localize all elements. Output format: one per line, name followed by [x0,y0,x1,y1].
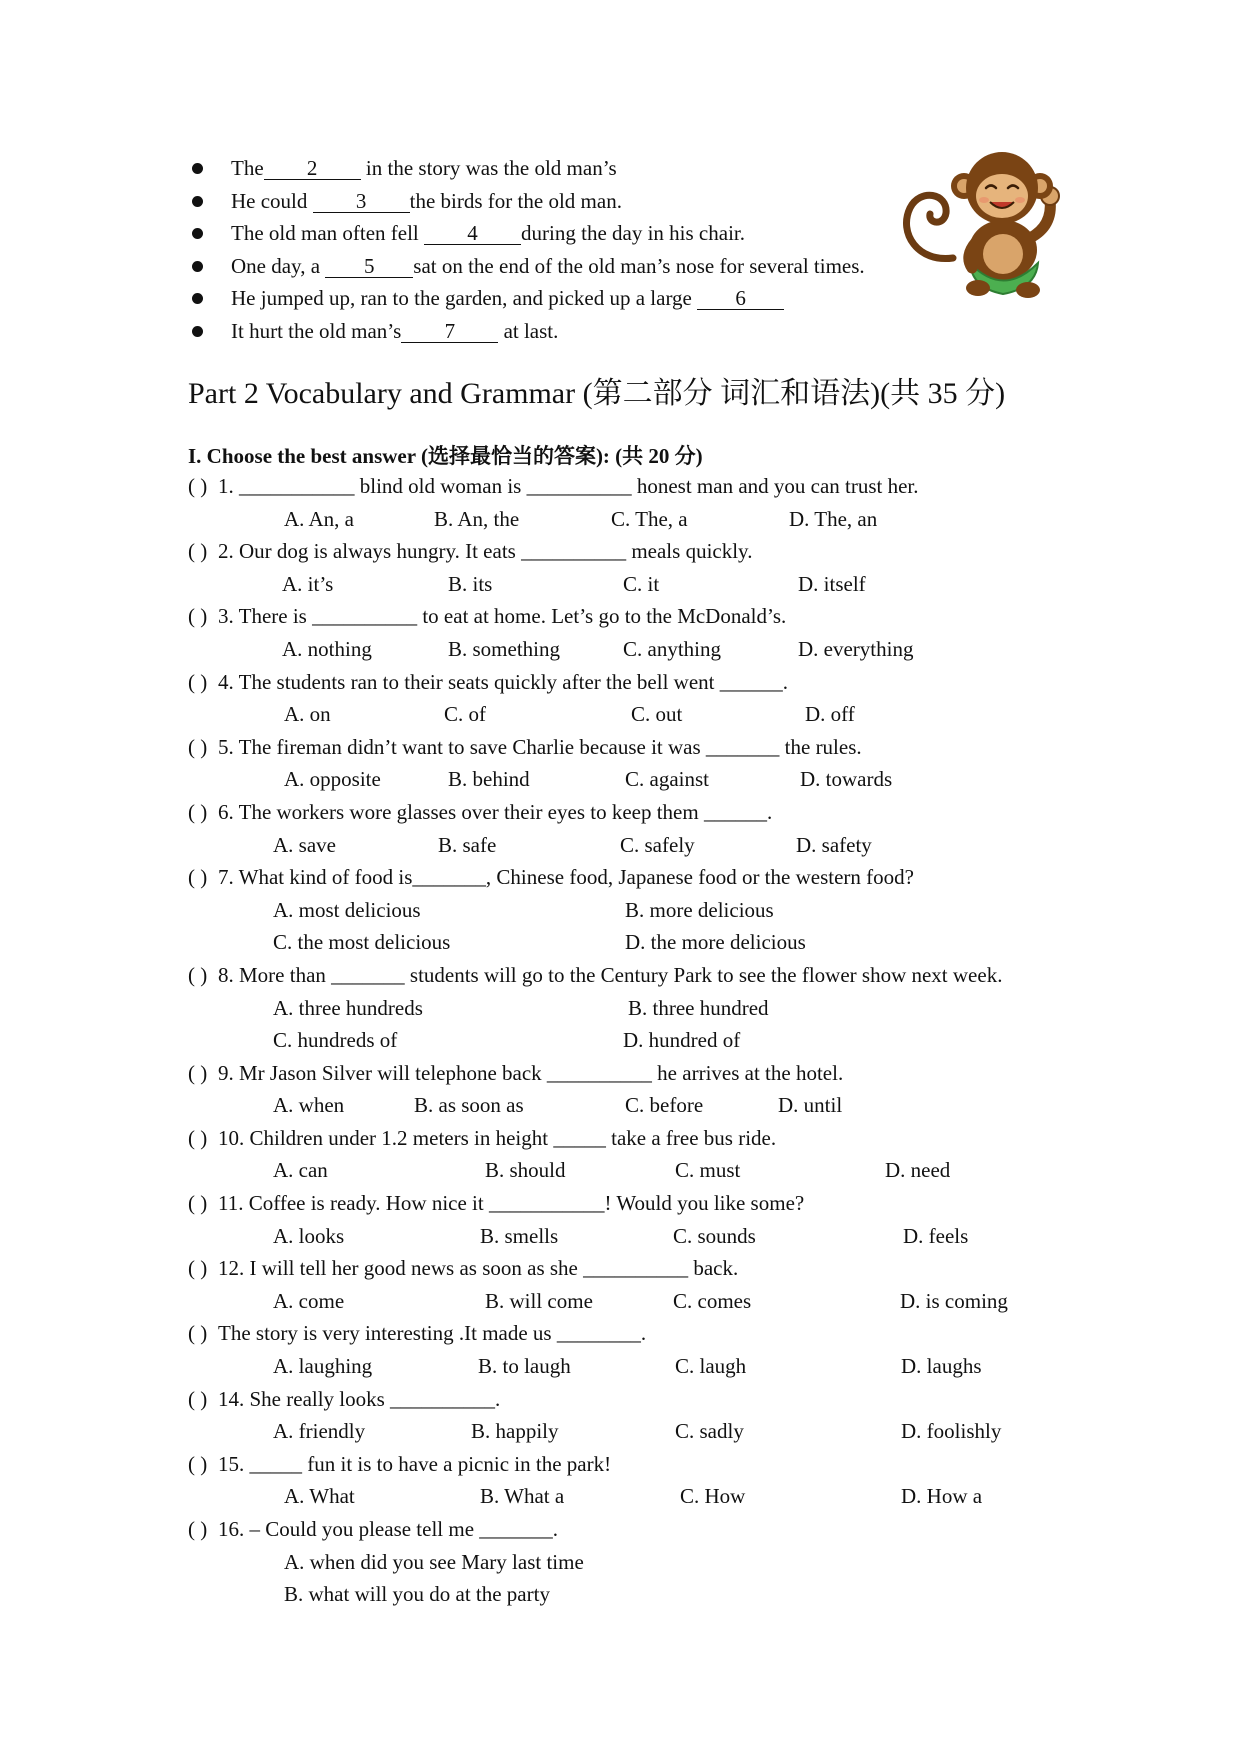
question-item [188,796,1088,829]
question-text: 12. I will tell her good news as soon as she __________ back. [218,1256,739,1281]
bullet-item [188,250,948,283]
option-d: D. hundred of [623,1028,741,1053]
answer-parenthesis: ( ) [188,734,208,759]
bullet-post: in the story was the old man’s [360,156,617,180]
answer-parenthesis: ( ) [188,1451,208,1476]
options-row [188,1350,1088,1383]
question-item [188,600,1088,633]
question-item [188,731,1088,764]
option-d: D. foolishly [901,1419,1002,1444]
question-item [188,1057,1088,1090]
answer-parenthesis: ( ) [188,539,208,564]
answer-parenthesis: ( ) [188,669,208,694]
option-b: B. behind [448,767,530,792]
option-b: B. something [448,636,561,661]
answer-blank: 6 [697,287,784,310]
question-text: 14. She really looks __________. [218,1386,501,1411]
answer-parenthesis: ( ) [188,1125,208,1150]
question-text: 9. Mr Jason Silver will telephone back __________ he arrives at the hotel. [218,1060,844,1085]
option-d: D. laughs [901,1354,982,1379]
option-a: A. opposite [284,767,381,792]
question-list [188,470,1088,1611]
option-a: A. most delicious [273,897,421,922]
option-a: A. when [273,1093,345,1118]
question-item [188,1252,1088,1285]
bullet-dot [192,326,203,337]
answer-blank: 5 [325,255,413,278]
option-d: D. until [778,1093,843,1118]
option-d: D. is coming [900,1288,1008,1313]
option-a: A. save [273,832,336,857]
answer-parenthesis: ( ) [188,962,208,987]
option-b: B. to laugh [478,1354,571,1379]
option-a: A. on [284,702,331,727]
question-item [188,861,1088,894]
options-row [188,1415,1088,1448]
bullet-dot [192,196,203,207]
question-text: 16. – Could you please tell me _______. [218,1517,559,1541]
question-text: 15. _____ fun it is to have a picnic in the park! [218,1451,612,1476]
question-item [188,1187,1088,1220]
option-a: A. laughing [273,1354,373,1379]
question-text: 2. Our dog is always hungry. It eats __________ meals quickly. [218,539,753,564]
bullet-post: sat on the end of the old man’s nose for several times. [413,253,865,278]
answer-parenthesis: ( ) [188,1256,208,1281]
answer-blank: 4 [424,222,521,245]
answer-parenthesis: ( ) [188,1321,208,1346]
bullet-pre: The old man often fell [231,221,425,246]
option-c: C. before [625,1093,704,1118]
option-b: B. smells [480,1223,559,1248]
option-d: D. The, an [789,506,878,531]
question-item [188,1317,1088,1350]
question-text: 6. The workers wore glasses over their eyes to keep them ______. [218,799,773,824]
option-b: B. will come [485,1288,593,1313]
bullet-item [188,282,948,315]
answer-parenthesis: ( ) [188,604,208,629]
question-item [188,1122,1088,1155]
option-a: A. it’s [282,571,334,596]
answer-blank: 2 [264,157,361,180]
option-d: D. feels [903,1223,969,1248]
options-row [188,926,1088,959]
question-text: 1. ___________ blind old woman is __________ honest man and you can trust her. [218,474,919,498]
option-a: A. three hundreds [273,995,423,1020]
options-row [188,633,1088,666]
option-a: A. What [284,1484,355,1509]
option-a: A. looks [273,1223,345,1248]
bullet-pre: One day, a [231,253,326,278]
bullet-pre: He could [231,188,313,213]
bullet-post: at last. [498,318,559,343]
answer-blank: 3 [313,190,410,213]
options-row [188,1154,1088,1187]
option-c: C. The, a [611,506,688,531]
answer-parenthesis: ( ) [188,1517,208,1541]
option-b: B. safe [438,832,497,857]
options-row [188,698,1088,731]
question-text: The story is very interesting .It made us ________. [218,1321,647,1346]
bullet-pre: It hurt the old man’s [231,318,402,343]
options-row [188,829,1088,862]
question-text: 5. The fireman didn’t want to save Charlie because it was _______ the rules. [218,734,862,759]
answer-parenthesis: ( ) [188,1386,208,1411]
options-row [188,992,1088,1025]
option-d: D. How a [901,1484,983,1509]
option-b: B. happily [471,1419,559,1444]
options-row [188,1024,1088,1057]
options-row [188,568,1088,601]
question-text: 11. Coffee is ready. How nice it ___________! Would you like some? [218,1191,805,1216]
question-item [188,1448,1088,1481]
option-b: B. What a [480,1484,565,1509]
question-item [188,535,1088,568]
option-c: C. against [625,767,709,792]
option-c: C. How [680,1484,746,1509]
answer-parenthesis: ( ) [188,865,208,890]
bullet-dot [192,228,203,239]
question-text: 4. The students ran to their seats quickly after the bell went ______. [218,669,788,694]
question-text: 8. More than _______ students will go to the Century Park to see the flower show next week. [218,962,1003,987]
bullet-post: the birds for the old man. [409,188,622,213]
option-a: A. nothing [282,636,372,661]
question-item [188,470,1088,503]
bullet-item [188,152,948,185]
option-b: B. three hundred [628,995,769,1020]
options-row [188,894,1088,927]
question-text: 3. There is __________ to eat at home. Let’s go to the McDonald’s. [218,604,787,629]
option-b: B. its [448,571,493,596]
answer-parenthesis: ( ) [188,799,208,824]
question-item [188,959,1088,992]
option-d: D. need [885,1158,951,1183]
option-d: D. towards [800,767,893,792]
part-title: Part 2 Vocabulary and Grammar (第二部分 词汇和语法)(共 35 分) [188,377,1006,410]
option-b: B. more delicious [625,897,774,922]
options-row [188,1480,1088,1513]
bullet-pre: He jumped up, ran to the garden, and picked up a large [231,286,698,311]
answer-blank: 7 [401,320,498,343]
options-row [188,503,1088,536]
option-d: D. safety [796,832,872,857]
answer-parenthesis: ( ) [188,1060,208,1085]
option-a: A. come [273,1288,345,1313]
option-c: C. must [675,1158,741,1183]
option-d: D. itself [798,571,866,596]
option-c: C. safely [620,832,695,857]
answer-parenthesis: ( ) [188,474,208,498]
options-row [188,763,1088,796]
option-c: C. it [623,571,660,596]
answer-parenthesis: ( ) [188,1191,208,1216]
options-row [188,1546,1088,1579]
bullet-post: during the day in his chair. [521,221,745,246]
option-c: C. laugh [675,1354,747,1379]
monkey-illustration [898,138,1068,308]
option-b: B. what will you do at the party [284,1582,550,1607]
question-text: 10. Children under 1.2 meters in height _____ take a free bus ride. [218,1125,777,1150]
options-row [188,1578,1088,1611]
question-item [188,666,1088,699]
question-text: 7. What kind of food is_______, Chinese food, Japanese food or the western food? [218,865,914,890]
option-a: A. friendly [273,1419,366,1444]
options-row [188,1285,1088,1318]
bullet-item [188,185,948,218]
option-c: C. anything [623,636,721,661]
option-b: B. An, the [434,506,520,531]
option-a: A. can [273,1158,328,1183]
option-c: C. sounds [673,1223,756,1248]
option-c: C. sadly [675,1419,744,1444]
bullet-dot [192,293,203,304]
option-b: B. as soon as [414,1093,524,1118]
bullet-dot [192,261,203,272]
option-c: C. the most delicious [273,930,451,955]
question-item [188,1513,1088,1546]
option-a: A. when did you see Mary last time [284,1549,584,1574]
bullet-item [188,315,948,348]
bullet-dot [192,163,203,174]
option-a: A. An, a [284,506,354,531]
options-row [188,1089,1088,1122]
options-row [188,1220,1088,1253]
option-c: C. comes [673,1288,752,1313]
section-title: I. Choose the best answer (选择最恰当的答案): (共 20 分) [188,444,703,468]
option-d: D. the more delicious [625,930,806,955]
option-c: C. out [631,702,683,727]
story-bullet-list [188,152,948,348]
option-c: C. hundreds of [273,1028,398,1053]
option-d: D. everything [798,636,914,661]
question-item [188,1383,1088,1416]
option-b: C. of [444,702,486,727]
option-b: B. should [485,1158,566,1183]
bullet-item [188,217,948,250]
option-d: D. off [805,702,855,727]
bullet-pre: The [231,156,264,180]
